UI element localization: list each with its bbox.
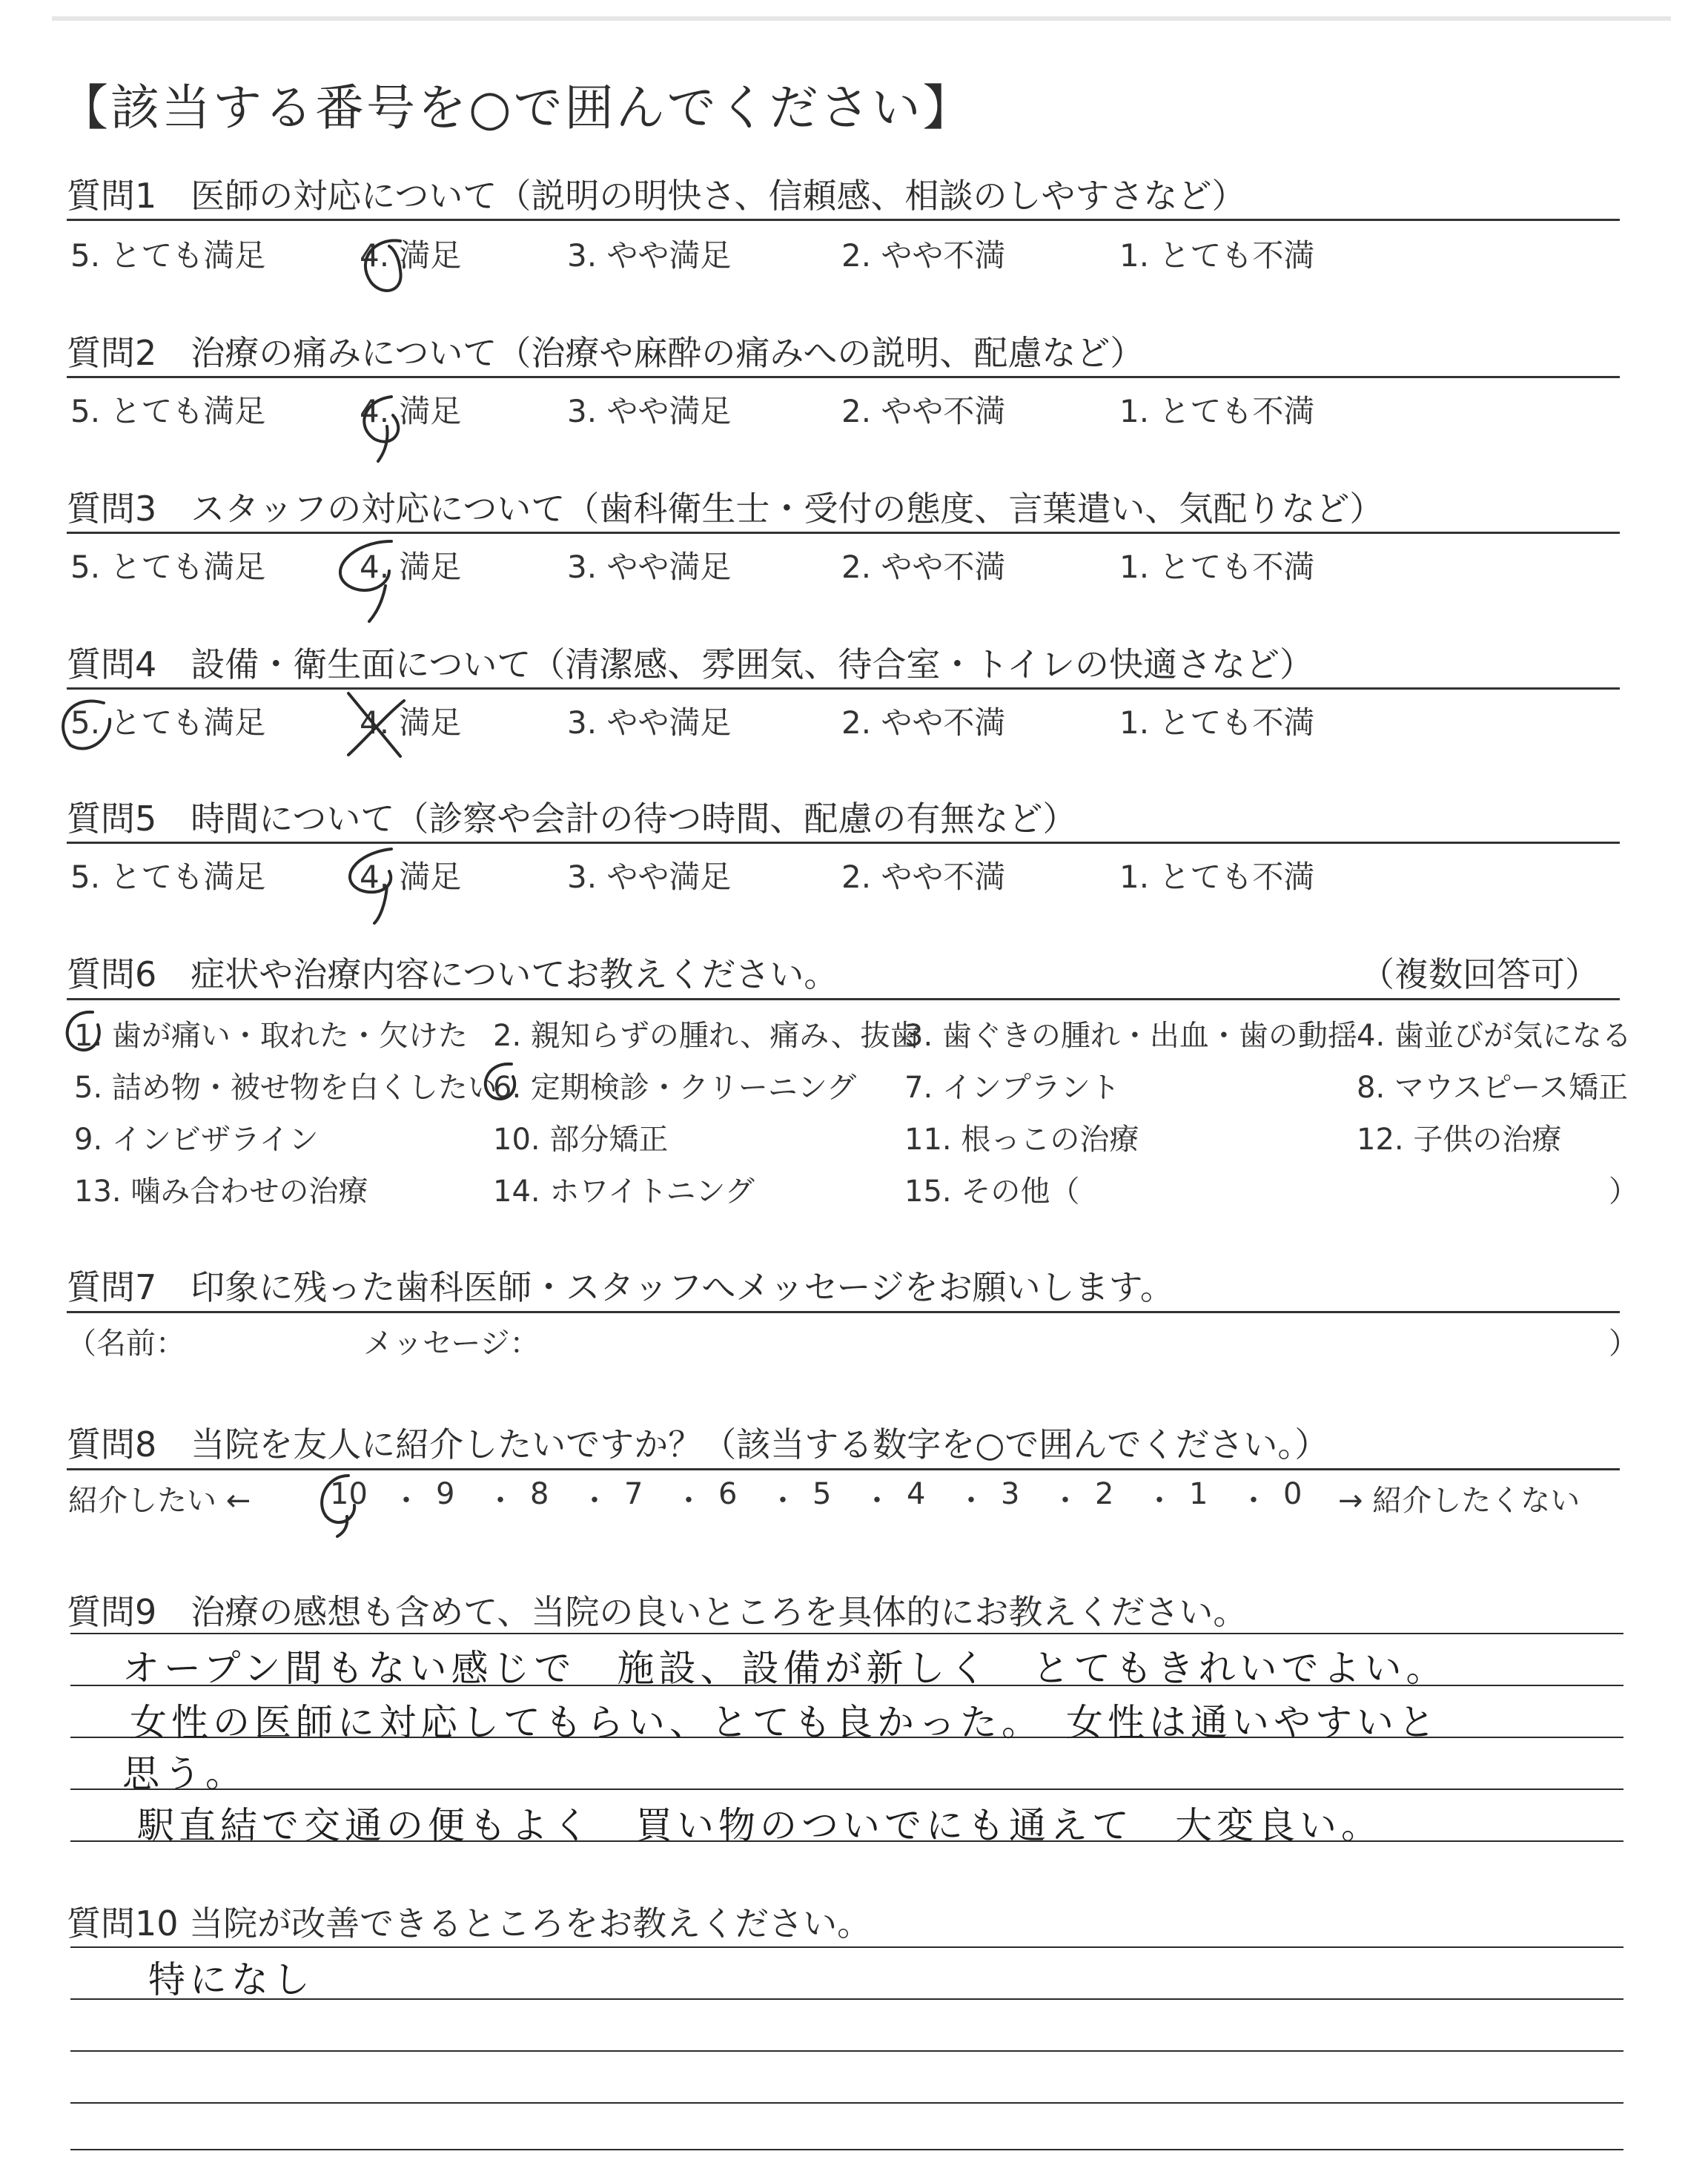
symptom-2[interactable]: 2. 親知らずの腫れ、痛み、抜歯 [493, 1019, 920, 1053]
answer-line [70, 1946, 1623, 1948]
scale-7[interactable]: 7 [624, 1477, 643, 1511]
option-3[interactable]: 3. やや満足 [567, 393, 732, 429]
option-1[interactable]: 1. とても不満 [1119, 549, 1315, 585]
scale-right-label: → 紹介したくない [1338, 1484, 1580, 1518]
symptom-15[interactable]: 15. その他（ [904, 1175, 1080, 1209]
answer-line [70, 2102, 1623, 2104]
question-6-rule [67, 998, 1620, 1000]
option-4[interactable]: 4. 満足 [360, 549, 462, 585]
option-5[interactable]: 5. とても満足 [70, 237, 266, 274]
scale-dot: ・ [391, 1484, 421, 1518]
option-2[interactable]: 2. やや不満 [841, 393, 1006, 429]
question-1-rule [67, 219, 1620, 221]
option-4[interactable]: 4. 満足 [360, 859, 462, 895]
question-7: 質問7 印象に残った歯科医師・スタッフへメッセージをお願いします。 [67, 1267, 1174, 1307]
scale-2[interactable]: 2 [1095, 1477, 1114, 1511]
question-3-rule [67, 532, 1620, 534]
question-5-rule [67, 842, 1620, 844]
symptom-11[interactable]: 11. 根っこの治療 [904, 1123, 1139, 1157]
option-3[interactable]: 3. やや満足 [567, 859, 732, 895]
question-1: 質問1 医師の対応について（説明の明快さ、信頼感、相談のしやすさなど） [67, 176, 1246, 216]
scale-8[interactable]: 8 [530, 1477, 549, 1511]
symptom-5[interactable]: 5. 詰め物・被せ物を白くしたい [74, 1071, 497, 1105]
symptom-7[interactable]: 7. インプラント [904, 1071, 1120, 1105]
option-1[interactable]: 1. とても不満 [1119, 704, 1315, 741]
answer-line [70, 2149, 1623, 2150]
scale-dot: ・ [768, 1484, 798, 1518]
scale-3[interactable]: 3 [1001, 1477, 1020, 1511]
name-field-label[interactable]: （名前： [67, 1327, 185, 1361]
question-7-rule [67, 1311, 1620, 1313]
question-4-rule [67, 687, 1620, 690]
option-1[interactable]: 1. とても不満 [1119, 859, 1315, 895]
option-3[interactable]: 3. やや満足 [567, 237, 732, 274]
scale-10[interactable]: 10 [330, 1477, 368, 1511]
symptom-1[interactable]: 1. 歯が痛い・取れた・欠けた [74, 1019, 468, 1053]
q9-answer-line-1: オープン間もない感じで 施設、設備が新しく とてもきれいでよい。 [122, 1647, 1448, 1690]
scale-5[interactable]: 5 [812, 1477, 832, 1511]
symptom-8[interactable]: 8. マウスピース矯正 [1357, 1071, 1629, 1105]
question-6: 質問6 症状や治療内容についてお教えください。 [67, 954, 838, 994]
scale-dot: ・ [1239, 1484, 1268, 1518]
question-2: 質問2 治療の痛みについて（治療や麻酔の痛みへの説明、配慮など） [67, 333, 1145, 373]
page-title: 【該当する番号を○で囲んでください】 [59, 79, 974, 136]
q10-answer-line-1: 特になし [148, 1958, 314, 2001]
symptom-4[interactable]: 4. 歯並びが気になる [1357, 1019, 1632, 1053]
option-4[interactable]: 4. 満足 [360, 393, 462, 429]
option-1[interactable]: 1. とても不満 [1119, 393, 1315, 429]
symptom-10[interactable]: 10. 部分矯正 [493, 1123, 669, 1157]
q9-answer-line-2: 女性の医師に対応してもらい、とても良かった。 女性は通いやすいと [130, 1701, 1440, 1744]
question-9: 質問9 治療の感想も含めて、当院の良いところを具体的にお教えください。 [67, 1592, 1248, 1632]
option-5[interactable]: 5. とても満足 [70, 704, 266, 741]
scale-dot: ・ [862, 1484, 892, 1518]
symptom-15-close: ） [1609, 1175, 1638, 1209]
option-2[interactable]: 2. やや不満 [841, 704, 1006, 741]
symptom-14[interactable]: 14. ホワイトニング [493, 1175, 755, 1209]
option-2[interactable]: 2. やや不満 [841, 859, 1006, 895]
symptom-12[interactable]: 12. 子供の治療 [1357, 1123, 1562, 1157]
question-8-rule [67, 1468, 1620, 1470]
question-6-note: （複数回答可） [1360, 954, 1599, 994]
answer-line [70, 1633, 1623, 1634]
option-4[interactable]: 4. 満足 [360, 704, 462, 741]
option-5[interactable]: 5. とても満足 [70, 393, 266, 429]
scale-1[interactable]: 1 [1189, 1477, 1208, 1511]
scale-dot: ・ [580, 1484, 609, 1518]
scale-9[interactable]: 9 [436, 1477, 455, 1511]
option-2[interactable]: 2. やや不満 [841, 549, 1006, 585]
scale-dot: ・ [1145, 1484, 1174, 1518]
symptom-13[interactable]: 13. 噛み合わせの治療 [74, 1175, 368, 1209]
question-10: 質問10 当院が改善できるところをお教えください。 [67, 1903, 872, 1943]
option-3[interactable]: 3. やや満足 [567, 549, 732, 585]
message-field-close: ） [1609, 1327, 1638, 1361]
symptom-3[interactable]: 3. 歯ぐきの腫れ・出血・歯の動揺 [904, 1019, 1357, 1053]
answer-line [70, 2050, 1623, 2052]
scale-dot: ・ [956, 1484, 986, 1518]
option-3[interactable]: 3. やや満足 [567, 704, 732, 741]
q9-answer-line-4: 駅直結で交通の便もよく 買い物のついでにも通えて 大変良い。 [137, 1804, 1383, 1847]
scale-6[interactable]: 6 [718, 1477, 738, 1511]
question-5: 質問5 時間について（診察や会計の待つ時間、配慮の有無など） [67, 799, 1077, 839]
scale-dot: ・ [674, 1484, 704, 1518]
option-2[interactable]: 2. やや不満 [841, 237, 1006, 274]
question-4: 質問4 設備・衛生面について（清潔感、雰囲気、待合室・トイレの快適さなど） [67, 644, 1314, 684]
symptom-6[interactable]: 6. 定期検診・クリーニング [493, 1071, 857, 1105]
scale-4[interactable]: 4 [907, 1477, 926, 1511]
option-5[interactable]: 5. とても満足 [70, 859, 266, 895]
option-4[interactable]: 4. 満足 [360, 237, 462, 274]
scale-0[interactable]: 0 [1283, 1477, 1302, 1511]
q9-answer-line-3: 思う。 [122, 1752, 247, 1795]
scale-dot: ・ [1050, 1484, 1080, 1518]
message-field-label[interactable]: メッセージ： [363, 1327, 540, 1361]
answer-line [70, 1789, 1623, 1790]
question-2-rule [67, 376, 1620, 378]
scale-dot: ・ [486, 1484, 515, 1518]
scan-top-edge [52, 16, 1671, 21]
option-5[interactable]: 5. とても満足 [70, 549, 266, 585]
symptom-9[interactable]: 9. インビザライン [74, 1123, 319, 1157]
question-3: 質問3 スタッフの対応について（歯科衛生士・受付の態度、言葉遣い、気配りなど） [67, 489, 1384, 529]
question-8: 質問8 当院を友人に紹介したいですか？（該当する数字を○で囲んでください。） [67, 1424, 1329, 1464]
scale-left-label: 紹介したい ← [68, 1484, 251, 1518]
option-1[interactable]: 1. とても不満 [1119, 237, 1315, 274]
